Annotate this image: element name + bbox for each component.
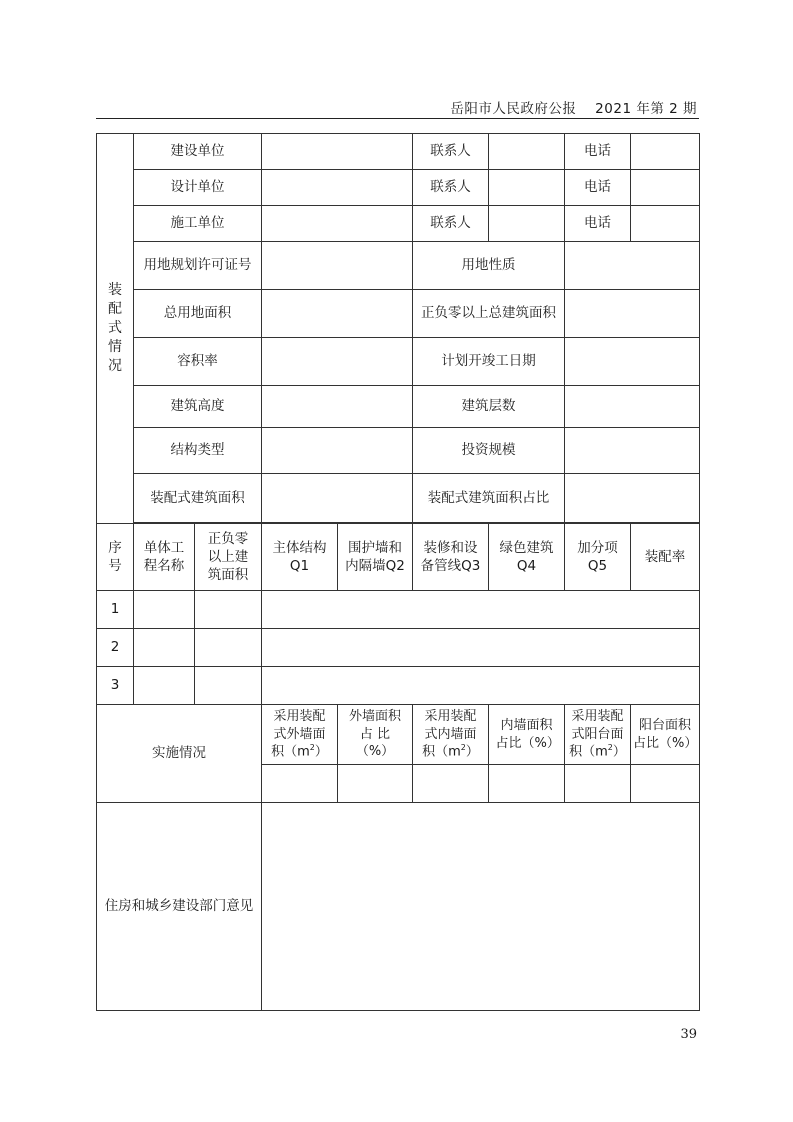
build-phone-label: 电话 [565, 134, 631, 170]
exterior-wall-ratio-value[interactable] [338, 765, 413, 803]
plot-ratio-value[interactable] [262, 338, 413, 386]
row1-name[interactable] [134, 591, 195, 629]
opinion-value[interactable] [262, 803, 700, 1011]
total-land-area-value[interactable] [262, 290, 413, 338]
design-phone-value[interactable] [631, 170, 700, 206]
plot-ratio-label: 容积率 [134, 338, 262, 386]
planned-dates-label: 计划开竣工日期 [413, 338, 565, 386]
q3-header: 装修和设备管线Q3 [413, 524, 489, 591]
land-nature-value[interactable] [565, 242, 700, 290]
build-contact-value[interactable] [489, 134, 565, 170]
total-land-area-label: 总用地面积 [134, 290, 262, 338]
investment-scale-label: 投资规模 [413, 428, 565, 474]
design-phone-label: 电话 [565, 170, 631, 206]
prefab-ratio-label: 装配式建筑面积占比 [413, 474, 565, 523]
balcony-area-header: 采用装配式阳台面积$(m^2)$ [565, 705, 631, 765]
land-permit-value[interactable] [262, 242, 413, 290]
design-contact-value[interactable] [489, 170, 565, 206]
above-zero-header: 正负零以上建筑面积 [195, 524, 262, 591]
prefab-ratio-value[interactable] [565, 474, 700, 523]
investment-scale-value[interactable] [565, 428, 700, 474]
building-floors-value[interactable] [565, 386, 700, 428]
row1-scores[interactable] [262, 591, 700, 629]
structure-type-label: 结构类型 [134, 428, 262, 474]
exterior-wall-ratio-header: 外墙面积占 比（%） [338, 705, 413, 765]
exterior-wall-area-header: 采用装配式外墙面积$(m^2)$ [262, 705, 338, 765]
row-number: 2 [97, 629, 134, 667]
interior-wall-area-header: 采用装配式内墙面积$(m^2)$ [413, 705, 489, 765]
structure-type-value[interactable] [262, 428, 413, 474]
section-label: 装 配 式 情 况 [97, 134, 134, 524]
construct-phone-label: 电话 [565, 206, 631, 242]
exterior-wall-area-value[interactable] [262, 765, 338, 803]
balcony-ratio-value[interactable] [631, 765, 700, 803]
row-number: 3 [97, 667, 134, 705]
balcony-ratio-header: 阳台面积占比（%） [631, 705, 700, 765]
building-height-value[interactable] [262, 386, 413, 428]
building-floors-label: 建筑层数 [413, 386, 565, 428]
header-rule [96, 118, 699, 119]
row3-scores[interactable] [262, 667, 700, 705]
q5-header: 加分项Q5 [565, 524, 631, 591]
row3-area[interactable] [195, 667, 262, 705]
prefab-area-value[interactable] [262, 474, 413, 523]
planned-dates-value[interactable] [565, 338, 700, 386]
gazette-issue: 2021 年第 2 期 [595, 101, 697, 117]
rate-header: 装配率 [631, 524, 700, 591]
construct-contact-value[interactable] [489, 206, 565, 242]
page-number: 39 [680, 1027, 697, 1042]
balcony-area-value[interactable] [565, 765, 631, 803]
row2-area[interactable] [195, 629, 262, 667]
prefab-area-label: 装配式建筑面积 [134, 474, 262, 523]
above-zero-area-label: 正负零以上总建筑面积 [413, 290, 565, 338]
interior-wall-area-value[interactable] [413, 765, 489, 803]
construct-unit-label: 施工单位 [134, 206, 262, 242]
q4-header: 绿色建筑Q4 [489, 524, 565, 591]
row3-name[interactable] [134, 667, 195, 705]
gazette-title: 岳阳市人民政府公报 [450, 101, 577, 117]
design-unit-value[interactable] [262, 170, 413, 206]
build-unit-label: 建设单位 [134, 134, 262, 170]
design-unit-label: 设计单位 [134, 170, 262, 206]
interior-wall-ratio-value[interactable] [489, 765, 565, 803]
row1-area[interactable] [195, 591, 262, 629]
seq-header: 序号 [97, 524, 134, 591]
above-zero-area-value[interactable] [565, 290, 700, 338]
row2-scores[interactable] [262, 629, 700, 667]
building-height-label: 建筑高度 [134, 386, 262, 428]
opinion-label: 住房和城乡建设部门意见 [97, 803, 262, 1011]
q1-header: 主体结构Q1 [262, 524, 338, 591]
land-nature-label: 用地性质 [413, 242, 565, 290]
page-header [450, 97, 697, 117]
project-name-header: 单体工程名称 [134, 524, 195, 591]
row-number: 1 [97, 591, 134, 629]
construct-unit-value[interactable] [262, 206, 413, 242]
row2-name[interactable] [134, 629, 195, 667]
interior-wall-ratio-header: 内墙面积占比（%） [489, 705, 565, 765]
prefab-building-form [96, 133, 700, 1011]
build-phone-value[interactable] [631, 134, 700, 170]
build-contact-label: 联系人 [413, 134, 489, 170]
implementation-label: 实施情况 [97, 705, 262, 803]
q2-header: 围护墙和内隔墙Q2 [338, 524, 413, 591]
construct-phone-value[interactable] [631, 206, 700, 242]
construct-contact-label: 联系人 [413, 206, 489, 242]
land-permit-label: 用地规划许可证号 [134, 242, 262, 290]
design-contact-label: 联系人 [413, 170, 489, 206]
build-unit-value[interactable] [262, 134, 413, 170]
